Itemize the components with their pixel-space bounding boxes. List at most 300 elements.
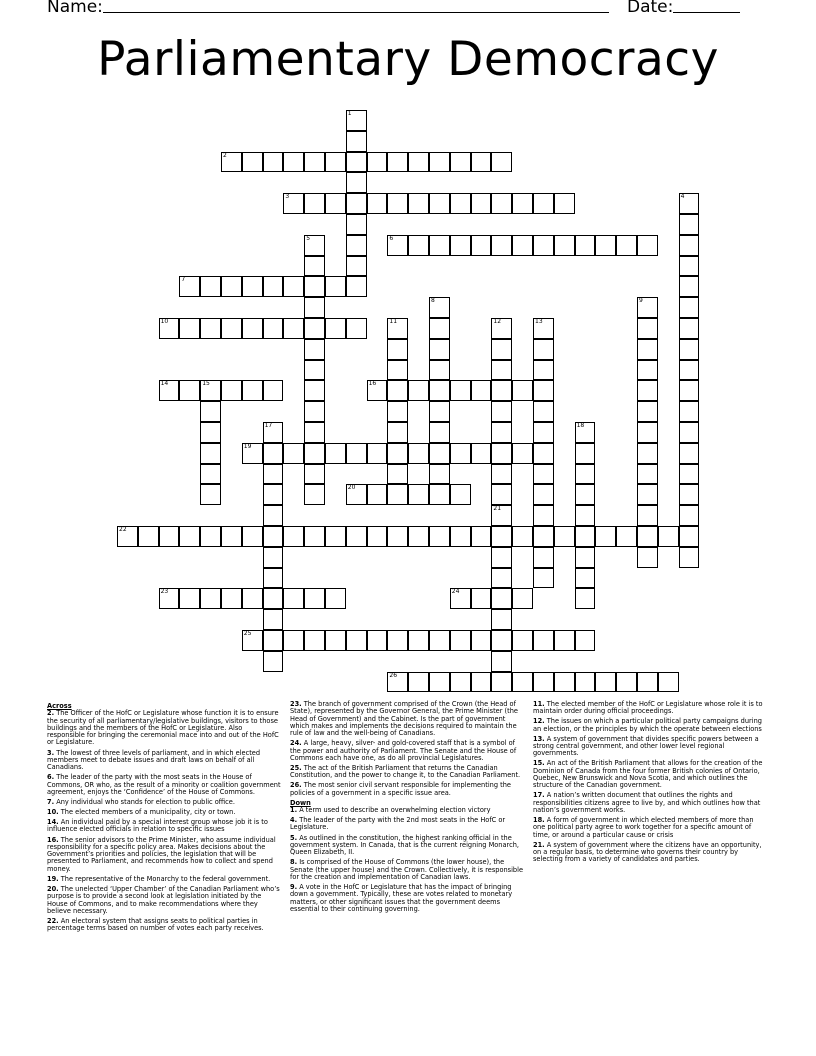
grid-cell[interactable] (637, 235, 658, 256)
grid-cell[interactable] (679, 256, 700, 277)
clue-text: The issues on which a particular political party campaigns during an election, or the principles by which the operate between elections (533, 717, 762, 733)
grid-cell[interactable] (679, 401, 700, 422)
grid-cell[interactable] (575, 588, 596, 609)
grid-cell[interactable] (679, 380, 700, 401)
grid-cell[interactable] (637, 297, 658, 318)
grid-cell[interactable] (304, 339, 325, 360)
grid-cell[interactable] (387, 339, 408, 360)
grid-cell[interactable] (471, 588, 492, 609)
grid-cell[interactable] (387, 152, 408, 173)
grid-cell[interactable] (200, 276, 221, 297)
clue-number: 19. (47, 874, 59, 883)
grid-cell[interactable] (263, 422, 284, 443)
grid-cell[interactable] (179, 276, 200, 297)
grid-cell[interactable] (387, 464, 408, 485)
grid-cell[interactable] (637, 526, 658, 547)
grid-cell[interactable] (346, 443, 367, 464)
grid-cell[interactable] (554, 672, 575, 693)
clue-number: 13 (535, 318, 543, 325)
grid-cell[interactable] (450, 193, 471, 214)
page-title: Parliamentary Democracy (97, 32, 719, 87)
grid-cell[interactable] (200, 318, 221, 339)
grid-cell[interactable] (304, 630, 325, 651)
grid-cell[interactable] (533, 672, 554, 693)
grid-cell[interactable] (159, 318, 180, 339)
grid-cell[interactable] (263, 526, 284, 547)
grid-cell[interactable] (325, 588, 346, 609)
grid-cell[interactable] (533, 360, 554, 381)
grid-cell[interactable] (450, 380, 471, 401)
grid-cell[interactable] (575, 505, 596, 526)
grid-cell[interactable] (679, 422, 700, 443)
grid-cell[interactable] (346, 110, 367, 131)
clue-number: 10. (47, 808, 59, 817)
grid-cell[interactable] (179, 318, 200, 339)
grid-cell[interactable] (263, 609, 284, 630)
grid-cell[interactable] (242, 588, 263, 609)
grid-cell[interactable] (679, 484, 700, 505)
clue-text: A form of government in which elected members of more than one political party agree to work together for a specific amount of time, or around a particular cause or crisis (533, 816, 754, 839)
grid-cell[interactable] (533, 193, 554, 214)
grid-cell[interactable] (575, 443, 596, 464)
grid-cell[interactable] (450, 630, 471, 651)
grid-cell[interactable] (554, 526, 575, 547)
grid-cell[interactable] (346, 131, 367, 152)
grid-cell[interactable] (533, 443, 554, 464)
grid-cell[interactable] (637, 422, 658, 443)
grid-cell[interactable] (491, 630, 512, 651)
grid-cell[interactable] (304, 256, 325, 277)
grid-cell[interactable] (346, 172, 367, 193)
grid-cell[interactable] (637, 505, 658, 526)
grid-cell[interactable] (679, 214, 700, 235)
grid-cell[interactable] (429, 526, 450, 547)
grid-cell[interactable] (221, 588, 242, 609)
grid-cell[interactable] (408, 484, 429, 505)
clue-number: 8 (431, 297, 435, 305)
grid-cell[interactable] (679, 547, 700, 568)
grid-cell[interactable] (491, 651, 512, 672)
grid-cell[interactable] (471, 526, 492, 547)
grid-cell[interactable] (491, 422, 512, 443)
grid-cell[interactable] (283, 152, 304, 173)
grid-cell[interactable] (387, 526, 408, 547)
grid-cell[interactable] (304, 401, 325, 422)
grid-cell[interactable] (263, 318, 284, 339)
grid-cell[interactable] (512, 630, 533, 651)
grid-cell[interactable] (221, 526, 242, 547)
grid-cell[interactable] (325, 193, 346, 214)
grid-cell[interactable] (346, 276, 367, 297)
grid-cell[interactable] (242, 630, 263, 651)
grid-cell[interactable] (304, 443, 325, 464)
grid-cell[interactable] (263, 443, 284, 464)
grid-cell[interactable] (450, 526, 471, 547)
grid-cell[interactable] (408, 193, 429, 214)
grid-cell[interactable] (575, 630, 596, 651)
grid-cell[interactable] (367, 193, 388, 214)
grid-cell[interactable] (533, 235, 554, 256)
grid-cell[interactable] (325, 276, 346, 297)
grid-cell[interactable] (387, 672, 408, 693)
grid-cell[interactable] (679, 297, 700, 318)
grid-cell[interactable] (159, 380, 180, 401)
grid-cell[interactable] (429, 422, 450, 443)
grid-cell[interactable] (679, 464, 700, 485)
grid-cell[interactable] (346, 152, 367, 173)
grid-cell[interactable] (533, 339, 554, 360)
grid-cell[interactable] (450, 588, 471, 609)
grid-cell[interactable] (200, 588, 221, 609)
grid-cell[interactable] (304, 588, 325, 609)
grid-cell[interactable] (491, 193, 512, 214)
grid-cell[interactable] (491, 360, 512, 381)
grid-cell[interactable] (575, 547, 596, 568)
grid-cell[interactable] (429, 152, 450, 173)
grid-cell[interactable] (242, 526, 263, 547)
grid-cell[interactable] (117, 526, 138, 547)
grid-cell[interactable] (408, 526, 429, 547)
grid-cell[interactable] (408, 630, 429, 651)
grid-cell[interactable] (679, 505, 700, 526)
grid-cell[interactable] (179, 380, 200, 401)
grid-cell[interactable] (575, 464, 596, 485)
grid-cell[interactable] (575, 484, 596, 505)
clue-item (47, 819, 281, 834)
grid-cell[interactable] (200, 401, 221, 422)
grid-cell[interactable] (471, 152, 492, 173)
grid-cell[interactable] (637, 401, 658, 422)
grid-cell[interactable] (200, 422, 221, 443)
grid-cell[interactable] (221, 276, 242, 297)
grid-cell[interactable] (679, 235, 700, 256)
grid-cell[interactable] (429, 672, 450, 693)
grid-cell[interactable] (283, 630, 304, 651)
grid-cell[interactable] (283, 193, 304, 214)
grid-cell[interactable] (533, 526, 554, 547)
grid-cell[interactable] (367, 443, 388, 464)
clue-text: Any individual who stands for election to public office. (54, 797, 235, 806)
grid-cell[interactable] (554, 193, 575, 214)
grid-cell[interactable] (471, 380, 492, 401)
grid-cell[interactable] (304, 422, 325, 443)
grid-cell[interactable] (159, 526, 180, 547)
grid-cell[interactable] (408, 152, 429, 173)
grid-cell[interactable] (283, 588, 304, 609)
grid-cell[interactable] (387, 484, 408, 505)
grid-cell[interactable] (512, 193, 533, 214)
across-clues-2 (290, 701, 524, 797)
grid-cell[interactable] (595, 235, 616, 256)
grid-cell[interactable] (595, 672, 616, 693)
grid-cell[interactable] (637, 484, 658, 505)
clue-item (533, 701, 767, 716)
grid-cell[interactable] (387, 401, 408, 422)
grid-cell[interactable] (221, 152, 242, 173)
grid-cell[interactable] (533, 422, 554, 443)
clue-item (533, 736, 767, 758)
clue-text: A nation’s written document that outlines the rights and responsibilities citizens agree to live by, and which outlines how that nation’s government works. (533, 791, 761, 815)
grid-cell[interactable] (346, 235, 367, 256)
grid-cell[interactable] (450, 443, 471, 464)
grid-cell[interactable] (533, 380, 554, 401)
grid-cell[interactable] (304, 193, 325, 214)
grid-cell[interactable] (346, 318, 367, 339)
grid-cell[interactable] (679, 526, 700, 547)
grid-cell[interactable] (491, 443, 512, 464)
grid-cell[interactable] (679, 443, 700, 464)
grid-cell[interactable] (263, 152, 284, 173)
grid-cell[interactable] (575, 235, 596, 256)
clue-number: 1 (347, 110, 352, 117)
grid-cell[interactable] (533, 464, 554, 485)
grid-cell[interactable] (491, 588, 512, 609)
grid-cell[interactable] (491, 401, 512, 422)
grid-cell[interactable] (200, 380, 221, 401)
grid-cell[interactable] (429, 401, 450, 422)
grid-cell[interactable] (575, 568, 596, 589)
grid-cell[interactable] (637, 360, 658, 381)
grid-cell[interactable] (304, 318, 325, 339)
clue-number: 7 (181, 276, 186, 284)
grid-cell[interactable] (408, 235, 429, 256)
grid-cell[interactable] (367, 526, 388, 547)
grid-cell[interactable] (491, 484, 512, 505)
grid-cell[interactable] (221, 318, 242, 339)
grid-cell[interactable] (491, 235, 512, 256)
grid-cell[interactable] (179, 526, 200, 547)
clues-column-1 (47, 701, 281, 935)
grid-cell[interactable] (200, 464, 221, 485)
clue-item (47, 837, 281, 873)
grid-cell[interactable] (658, 526, 679, 547)
grid-cell[interactable] (471, 235, 492, 256)
grid-cell[interactable] (387, 380, 408, 401)
grid-cell[interactable] (575, 422, 596, 443)
clue-number: 23 (160, 588, 169, 596)
grid-cell[interactable] (429, 318, 450, 339)
grid-cell[interactable] (491, 672, 512, 693)
grid-cell[interactable] (491, 526, 512, 547)
grid-cell[interactable] (387, 443, 408, 464)
grid-cell[interactable] (491, 568, 512, 589)
grid-cell[interactable] (387, 318, 408, 339)
grid-cell[interactable] (471, 193, 492, 214)
grid-cell[interactable] (575, 672, 596, 693)
grid-cell[interactable] (304, 484, 325, 505)
clue-number: 24 (451, 588, 460, 596)
grid-cell[interactable] (512, 588, 533, 609)
grid-cell[interactable] (512, 526, 533, 547)
grid-cell[interactable] (616, 526, 637, 547)
grid-cell[interactable] (367, 152, 388, 173)
grid-cell[interactable] (263, 588, 284, 609)
grid-cell[interactable] (304, 276, 325, 297)
grid-cell[interactable] (491, 609, 512, 630)
grid-cell[interactable] (450, 152, 471, 173)
grid-cell[interactable] (179, 588, 200, 609)
grid-cell[interactable] (387, 193, 408, 214)
grid-cell[interactable] (679, 276, 700, 297)
grid-cell[interactable] (491, 152, 512, 173)
grid-cell[interactable] (200, 443, 221, 464)
grid-cell[interactable] (263, 568, 284, 589)
grid-cell[interactable] (346, 484, 367, 505)
grid-cell[interactable] (616, 235, 637, 256)
grid-cell[interactable] (679, 360, 700, 381)
grid-cell[interactable] (575, 526, 596, 547)
grid-cell[interactable] (325, 443, 346, 464)
grid-cell[interactable] (304, 297, 325, 318)
grid-cell[interactable] (450, 235, 471, 256)
grid-cell[interactable] (429, 630, 450, 651)
grid-cell[interactable] (325, 630, 346, 651)
grid-cell[interactable] (159, 588, 180, 609)
grid-cell[interactable] (595, 526, 616, 547)
grid-cell[interactable] (533, 630, 554, 651)
grid-cell[interactable] (429, 339, 450, 360)
grid-cell[interactable] (491, 547, 512, 568)
grid-cell[interactable] (512, 443, 533, 464)
clue-number: 15. (533, 759, 545, 768)
grid-cell[interactable] (138, 526, 159, 547)
clue-number: 13. (533, 734, 545, 743)
grid-cell[interactable] (367, 484, 388, 505)
grid-cell[interactable] (283, 526, 304, 547)
grid-cell[interactable] (491, 505, 512, 526)
grid-cell[interactable] (263, 505, 284, 526)
grid-cell[interactable] (221, 380, 242, 401)
clue-number: 11. (533, 700, 545, 708)
grid-cell[interactable] (637, 464, 658, 485)
grid-cell[interactable] (533, 568, 554, 589)
grid-cell[interactable] (512, 380, 533, 401)
grid-cell[interactable] (283, 443, 304, 464)
clue-item (47, 809, 281, 816)
grid-cell[interactable] (367, 380, 388, 401)
down-clues-2 (533, 701, 767, 864)
grid-cell[interactable] (491, 339, 512, 360)
grid-cell[interactable] (408, 443, 429, 464)
grid-cell[interactable] (304, 380, 325, 401)
grid-cell[interactable] (325, 152, 346, 173)
grid-cell[interactable] (512, 235, 533, 256)
clue-text: The branch of government comprised of the Crown (the Head of State), represented by the Governor General, the Prime Minister (the Head of Government) and the Cabinet. Is the part of government which makes and implements the decisions required to maintain the rule of law and the well-being of Canadians. (290, 700, 518, 738)
grid-cell[interactable] (387, 422, 408, 443)
grid-cell[interactable] (637, 443, 658, 464)
grid-cell[interactable] (283, 276, 304, 297)
grid-cell[interactable] (263, 380, 284, 401)
grid-cell[interactable] (387, 360, 408, 381)
grid-cell[interactable] (616, 672, 637, 693)
grid-cell[interactable] (637, 339, 658, 360)
grid-cell[interactable] (429, 235, 450, 256)
grid-cell[interactable] (679, 339, 700, 360)
grid-cell[interactable] (263, 484, 284, 505)
grid-cell[interactable] (429, 464, 450, 485)
grid-cell[interactable] (533, 318, 554, 339)
down-header: Down (290, 798, 311, 807)
grid-cell[interactable] (242, 318, 263, 339)
grid-cell[interactable] (304, 464, 325, 485)
grid-cell[interactable] (429, 360, 450, 381)
clue-item (47, 886, 281, 915)
grid-cell[interactable] (533, 505, 554, 526)
grid-cell[interactable] (637, 318, 658, 339)
grid-cell[interactable] (491, 318, 512, 339)
clue-text: A vote in the HofC or Legislature that has the impact of bringing down a government. Typically, these are votes related to monetary matters, or other significant issues that the government deems essential to their continuing governing. (290, 882, 513, 913)
grid-cell[interactable] (346, 214, 367, 235)
grid-cell[interactable] (554, 630, 575, 651)
grid-cell[interactable] (242, 276, 263, 297)
grid-cell[interactable] (263, 464, 284, 485)
grid-cell[interactable] (429, 380, 450, 401)
grid-cell[interactable] (429, 193, 450, 214)
grid-cell[interactable] (491, 380, 512, 401)
clue-item (290, 835, 524, 857)
grid-cell[interactable] (263, 630, 284, 651)
grid-cell[interactable] (200, 526, 221, 547)
clue-number: 26 (389, 671, 398, 679)
grid-cell[interactable] (450, 672, 471, 693)
grid-cell[interactable] (429, 297, 450, 318)
grid-cell[interactable] (346, 256, 367, 277)
grid-cell[interactable] (242, 443, 263, 464)
grid-cell[interactable] (471, 443, 492, 464)
grid-cell[interactable] (554, 235, 575, 256)
clue-text: As outlined in the constitution, the highest ranking official in the government system. In Canada, that is the current reigning Monarch, Queen Elizabeth, II. (290, 833, 519, 857)
grid-cell[interactable] (387, 630, 408, 651)
grid-cell[interactable] (346, 193, 367, 214)
grid-cell[interactable] (533, 401, 554, 422)
grid-cell[interactable] (242, 152, 263, 173)
grid-cell[interactable] (304, 360, 325, 381)
grid-cell[interactable] (200, 484, 221, 505)
grid-cell[interactable] (491, 464, 512, 485)
grid-cell[interactable] (533, 547, 554, 568)
grid-cell[interactable] (679, 193, 700, 214)
grid-cell[interactable] (512, 672, 533, 693)
grid-cell[interactable] (471, 672, 492, 693)
grid-cell[interactable] (304, 152, 325, 173)
grid-cell[interactable] (408, 380, 429, 401)
grid-cell[interactable] (637, 380, 658, 401)
grid-cell[interactable] (429, 443, 450, 464)
grid-cell[interactable] (450, 484, 471, 505)
grid-cell[interactable] (637, 547, 658, 568)
grid-cell[interactable] (637, 672, 658, 693)
grid-cell[interactable] (387, 235, 408, 256)
grid-cell[interactable] (263, 651, 284, 672)
grid-cell[interactable] (325, 526, 346, 547)
grid-cell[interactable] (471, 630, 492, 651)
grid-cell[interactable] (429, 484, 450, 505)
grid-cell[interactable] (346, 630, 367, 651)
grid-cell[interactable] (263, 276, 284, 297)
grid-cell[interactable] (408, 672, 429, 693)
grid-cell[interactable] (679, 318, 700, 339)
grid-cell[interactable] (346, 526, 367, 547)
grid-cell[interactable] (263, 547, 284, 568)
grid-cell[interactable] (533, 484, 554, 505)
grid-cell[interactable] (283, 318, 304, 339)
grid-cell[interactable] (304, 526, 325, 547)
grid-cell[interactable] (242, 380, 263, 401)
grid-cell[interactable] (325, 318, 346, 339)
grid-cell[interactable] (658, 672, 679, 693)
grid-cell[interactable] (304, 235, 325, 256)
grid-cell[interactable] (367, 630, 388, 651)
